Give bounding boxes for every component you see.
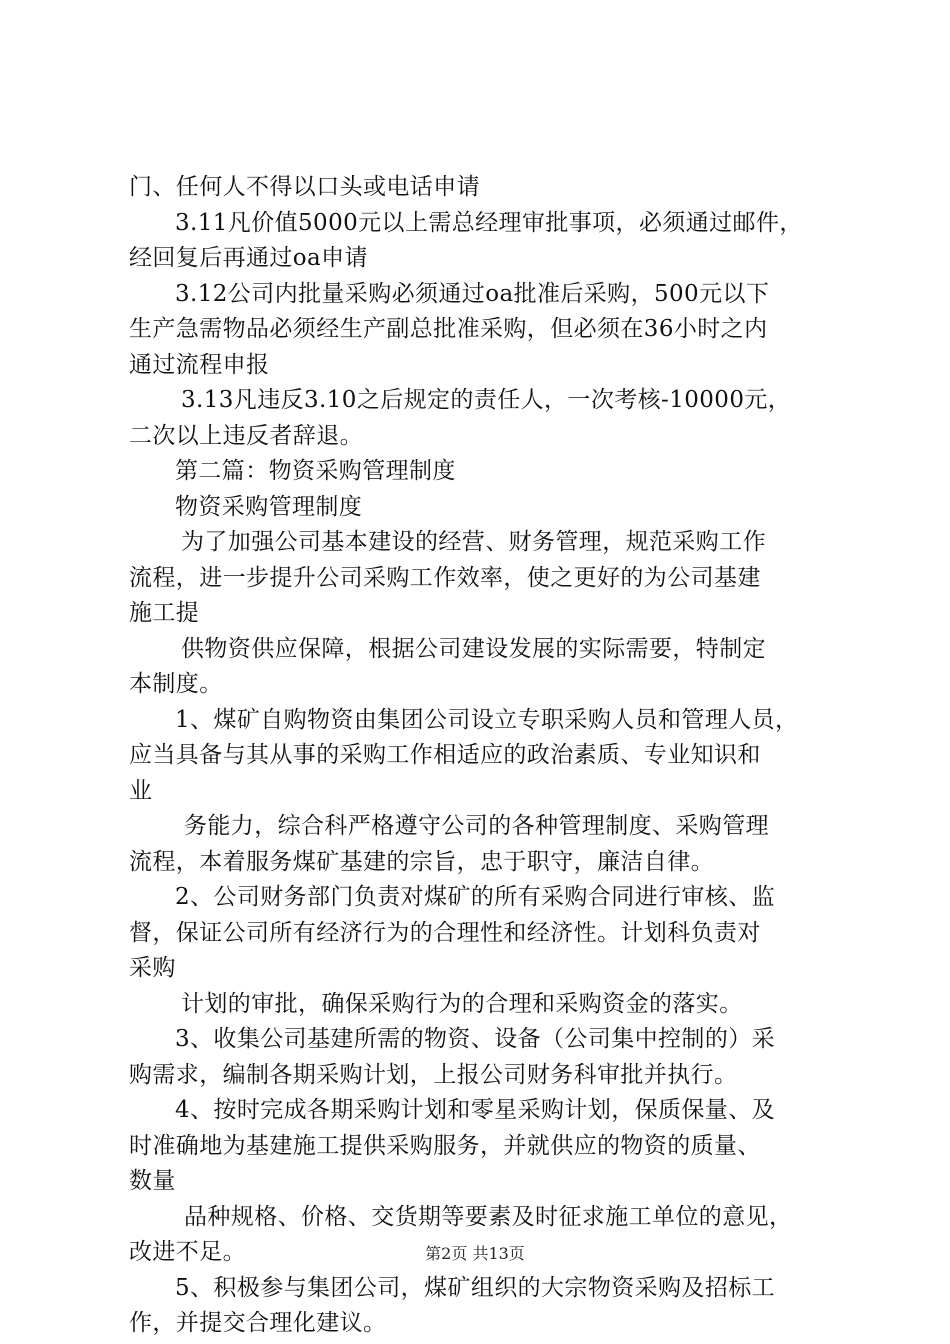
text-line: 施工提 [129, 600, 200, 626]
text-line: 计划的审批，确保采购行为的合理和采购资金的落实。 [181, 990, 743, 1017]
text-line: 务能力，综合科严格遵守公司的各种管理制度、采购管理 [184, 813, 769, 839]
section-heading: 第二篇：物资采购管理制度 [175, 458, 456, 484]
text-line: 应当具备与其从事的采购工作相适应的政治素质、专业知识和 [129, 742, 761, 768]
text-line: 督，保证公司所有经济行为的合理性和经济性。计划科负责对 [129, 919, 761, 946]
text-line: 3.11凡价值5000元以上需总经理审批事项，必须通过邮件， [175, 209, 803, 236]
text-line: 5、积极参与集团公司，煤矿组织的大宗物资采购及招标工 [175, 1274, 776, 1301]
text-line: 作，并提交合理化建议。 [129, 1310, 387, 1336]
page-number-footer: 第2页 共13页 [425, 1244, 525, 1263]
document-body [129, 170, 839, 1342]
text-line: 改进不足。 [129, 1239, 246, 1265]
text-line: 业 [129, 777, 153, 804]
text-line: 2、公司财务部门负责对煤矿的所有采购合同进行审核、监 [175, 884, 776, 910]
text-line: 4、按时完成各期采购计划和零星采购计划，保质保量、及 [175, 1097, 776, 1123]
text-line: 门、任何人不得以口头或电话申请 [129, 174, 480, 200]
text-line: 通过流程申报 [129, 351, 270, 378]
text-line: 经回复后再通过oa申请 [129, 245, 368, 271]
text-line: 流程，进一步提升公司采购工作效率，使之更好的为公司基建 [129, 564, 761, 591]
text-line: 3.13凡违反3.10之后规定的责任人，一次考核-10000元， [181, 387, 792, 413]
text-line: 品种规格、价格、交货期等要素及时征求施工单位的意见， [184, 1203, 793, 1230]
text-line: 本制度。 [129, 671, 223, 697]
section-title: 物资采购管理制度 [175, 493, 363, 520]
text-line: 1、煤矿自购物资由集团公司设立专职采购人员和管理人员， [175, 706, 799, 733]
text-line: 供物资供应保障，根据公司建设发展的实际需要，特制定 [181, 635, 766, 662]
text-line: 数量 [129, 1168, 176, 1194]
text-line: 生产急需物品必须经生产副总批准采购，但必须在36小时之内 [129, 316, 768, 342]
text-line: 为了加强公司基本建设的经营、财务管理，规范采购工作 [181, 529, 766, 555]
text-line: 流程，本着服务煤矿基建的宗旨，忠于职守，廉洁自律。 [129, 848, 714, 875]
text-line: 时准确地为基建施工提供采购服务，并就供应的物资的质量、 [129, 1132, 761, 1159]
text-line: 购需求，编制各期采购计划，上报公司财务科审批并执行。 [129, 1061, 738, 1088]
text-line: 二次以上违反者辞退。 [129, 422, 363, 449]
text-line: 3.12公司内批量采购必须通过oa批准后采购，500元以下 [175, 280, 770, 307]
text-line: 采购 [129, 955, 176, 981]
text-line: 3、收集公司基建所需的物资、设备（公司集中控制的）采 [175, 1026, 776, 1052]
